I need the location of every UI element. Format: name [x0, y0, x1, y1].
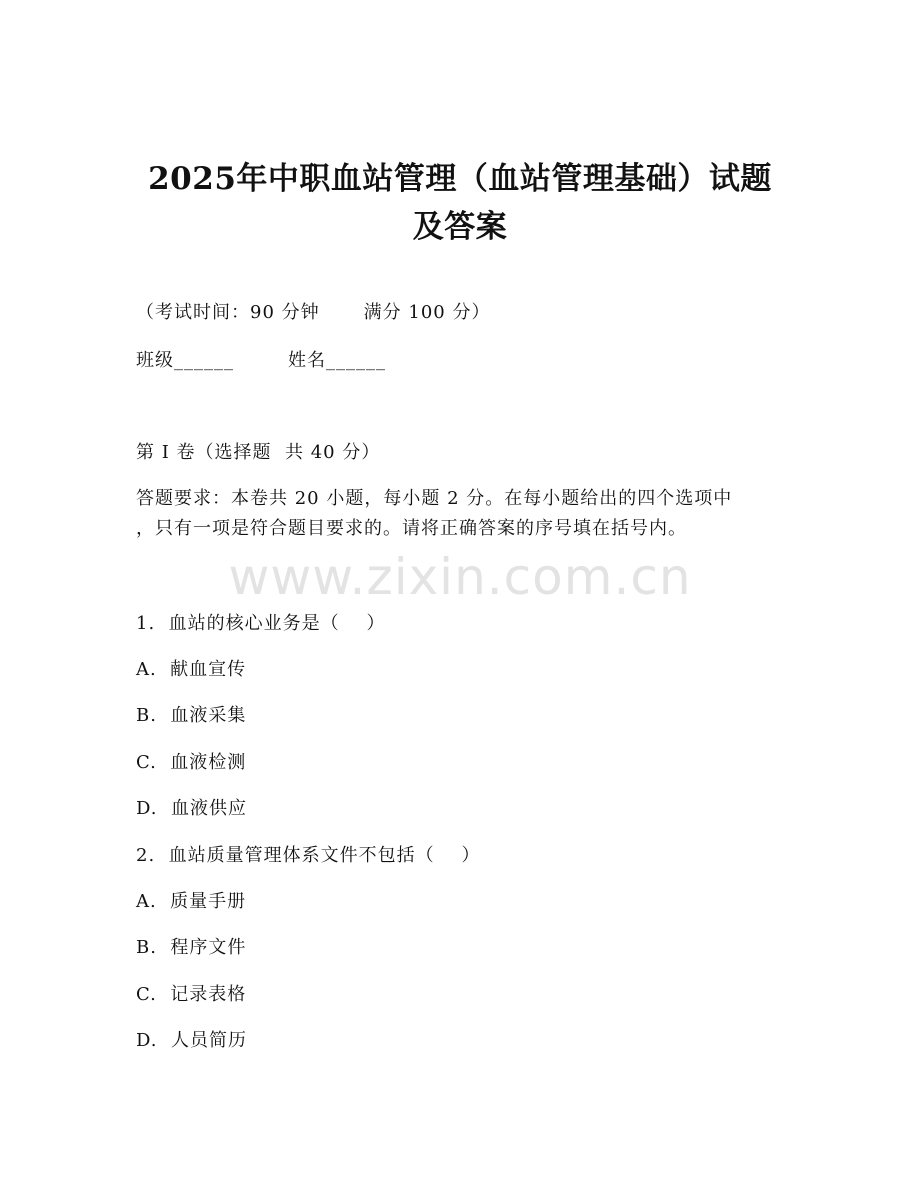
question-option: A. 质量手册 — [136, 891, 247, 912]
class-field: 班级______ — [136, 350, 234, 371]
question-stem: 1. 血站的核心业务是（ ） — [136, 613, 386, 634]
question-option: A. 献血宣传 — [136, 659, 247, 680]
document-title-line-1: 2025年中职血站管理（血站管理基础）试题 — [148, 161, 772, 197]
watermark: www.zixin.com.cn — [228, 548, 692, 606]
question-option: C. 血液检测 — [136, 752, 247, 773]
section-title: 第 I 卷（选择题 共 40 分） — [136, 442, 381, 463]
exam-info — [136, 300, 490, 326]
student-info — [136, 348, 386, 374]
question-option: D. 人员简历 — [136, 1030, 247, 1051]
exam-time: （考试时间：90 分钟 — [136, 302, 320, 323]
question-option: B. 程序文件 — [136, 937, 247, 958]
document-title-line-2: 及答案 — [412, 209, 508, 245]
instructions-line-2: ，只有一项是符合题目要求的。请将正确答案的序号填在括号内。 — [136, 518, 687, 539]
name-field: 姓名______ — [288, 350, 386, 371]
question-option: D. 血液供应 — [136, 798, 247, 819]
instructions-line-1: 答题要求：本卷共 20 小题，每小题 2 分。在每小题给出的四个选项中 — [136, 488, 733, 509]
full-score: 满分 100 分） — [363, 302, 491, 323]
question-option: C. 记录表格 — [136, 984, 247, 1005]
question-option: B. 血液采集 — [136, 705, 247, 726]
question-stem: 2. 血站质量管理体系文件不包括（ ） — [136, 845, 481, 866]
